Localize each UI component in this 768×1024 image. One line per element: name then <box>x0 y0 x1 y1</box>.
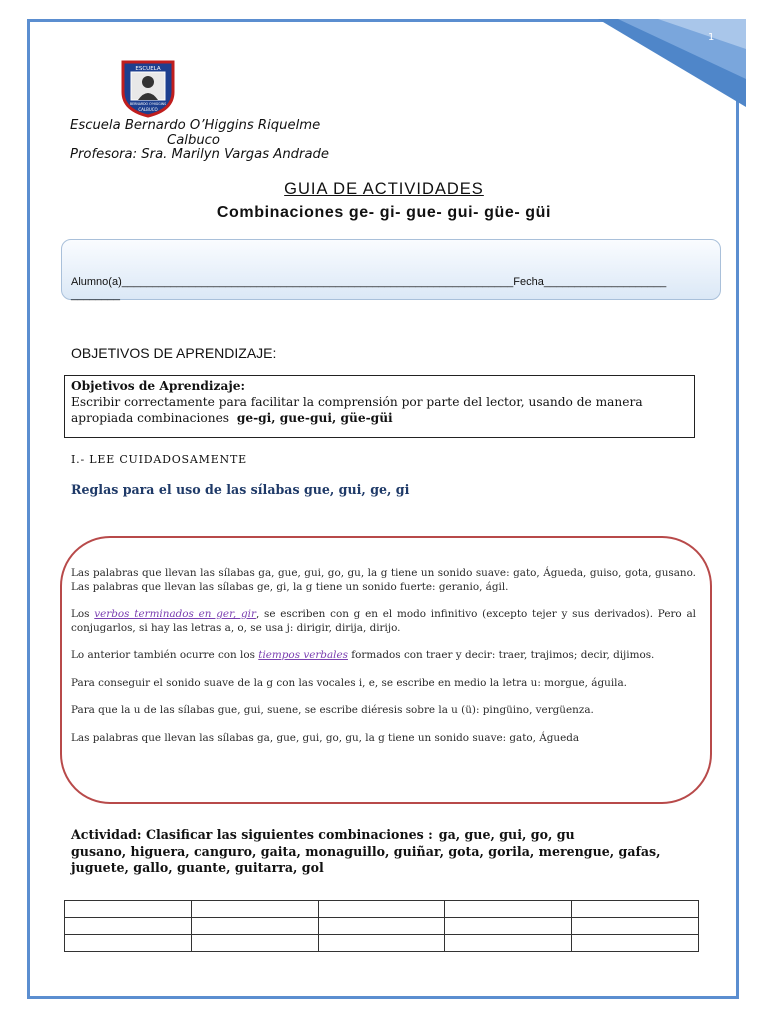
page-title-text: GUIA DE ACTIVIDADES <box>284 180 484 198</box>
table-cell[interactable] <box>191 935 318 952</box>
school-name: Escuela Bernardo O’Higgins Riquelme <box>70 118 321 133</box>
school-header <box>70 119 329 163</box>
school-city: Calbuco <box>167 132 221 148</box>
rule-paragraph: Para que la u de las sílabas gue, gui, suene, se escribe diéresis sobre la u (ü): pingüino, vergüenza. <box>71 704 594 716</box>
page-corner-decoration <box>598 19 746 109</box>
table-cell[interactable] <box>318 918 445 935</box>
section-heading-read: I.- LEE CUIDADOSAMENTE <box>71 453 247 466</box>
activity-block <box>71 827 711 877</box>
teacher-name: Profesora: Sra. Marilyn Vargas Andrade <box>70 147 330 163</box>
objectives-combos: ge-gi, gue-gui, güe-güi <box>236 411 393 425</box>
activity-combos: ga, gue, gui, go, gu <box>438 827 575 842</box>
rules-text <box>71 567 696 745</box>
logo-text-bottom: CALBUCO <box>138 107 158 112</box>
activity-instruction <box>71 827 711 844</box>
rule-paragraph: Los verbos terminados en ger, gir, se escriben con g en el modo infinitivo (excepto tejer y sus derivados). Pero al conjugarlos, si hay las letras a, o, se usa j: dirigir, dirija, dirijo. <box>71 608 696 634</box>
school-crest-logo <box>121 60 175 118</box>
table-cell[interactable] <box>572 935 699 952</box>
logo-text-mid: BERNARDO O'HIGGINS <box>129 102 167 106</box>
table-cell[interactable] <box>445 918 572 935</box>
table-cell[interactable] <box>572 918 699 935</box>
table-cell[interactable] <box>318 935 445 952</box>
table-cell[interactable] <box>65 918 192 935</box>
table-cell[interactable] <box>318 901 445 918</box>
rule-paragraph: Lo anterior también ocurre con los tiempos verbales formados con traer y decir: traer, trajimos; decir, dijimos. <box>71 649 655 661</box>
table-row <box>65 918 699 935</box>
table-cell[interactable] <box>445 901 572 918</box>
table-row <box>65 901 699 918</box>
table-cell[interactable] <box>191 901 318 918</box>
objectives-label: Objetivos de Aprendizaje: <box>71 379 246 393</box>
objectives-heading: OBJETIVOS DE APRENDIZAJE: <box>71 345 277 361</box>
verb-tenses-link[interactable]: tiempos verbales <box>258 649 348 661</box>
table-cell[interactable] <box>572 901 699 918</box>
table-cell[interactable] <box>191 918 318 935</box>
activity-label: Actividad: Clasificar las siguientes combinaciones : <box>71 827 433 842</box>
objectives-box <box>64 375 695 438</box>
rule-paragraph: Las palabras que llevan las sílabas ga, gue, gui, go, gu, la g tiene un sonido suave: gato, Águeda, guiso, gota, gusano. Las palabras que llevan las sílabas ge, gi, la g tiene un sonido fuerte: geranio, ágil. <box>71 567 696 593</box>
table-row <box>65 935 699 952</box>
classification-table <box>64 900 699 952</box>
activity-words: gusano, higuera, canguro, gaita, monaguillo, guiñar, gota, gorila, merengue, gafas, juguete, gallo, guante, guitarra, gol <box>71 843 661 875</box>
table-cell[interactable] <box>65 935 192 952</box>
rule-paragraph: Las palabras que llevan las sílabas ga, gue, gui, go, gu, la g tiene un sonido suave: gato, Águeda <box>71 731 580 744</box>
table-cell[interactable] <box>65 901 192 918</box>
rules-title: Reglas para el uso de las sílabas gue, gui, ge, gi <box>71 482 410 497</box>
objectives-text: Escribir correctamente para facilitar la comprensión por parte del lector, usando de manera apropiada combinaciones ge-gi, gue-gui, güe-güi <box>71 395 643 425</box>
page-subtitle: Combinaciones ge- gi- gue- gui- güe- güi <box>216 204 552 221</box>
table-cell[interactable] <box>445 935 572 952</box>
verbs-link[interactable]: verbos terminados en ger, gir <box>94 608 256 620</box>
page-number: 1 <box>708 32 715 43</box>
rule-paragraph: Para conseguir el sonido suave de la g con las vocales i, e, se escribe en medio la letra u: morgue, águila. <box>71 676 627 689</box>
logo-text-top: ESCUELA <box>135 66 161 72</box>
page-title <box>0 180 768 199</box>
student-name-date-line: Alumno(a)________________________________________________________________Fecha____________________ ________ <box>71 276 667 301</box>
